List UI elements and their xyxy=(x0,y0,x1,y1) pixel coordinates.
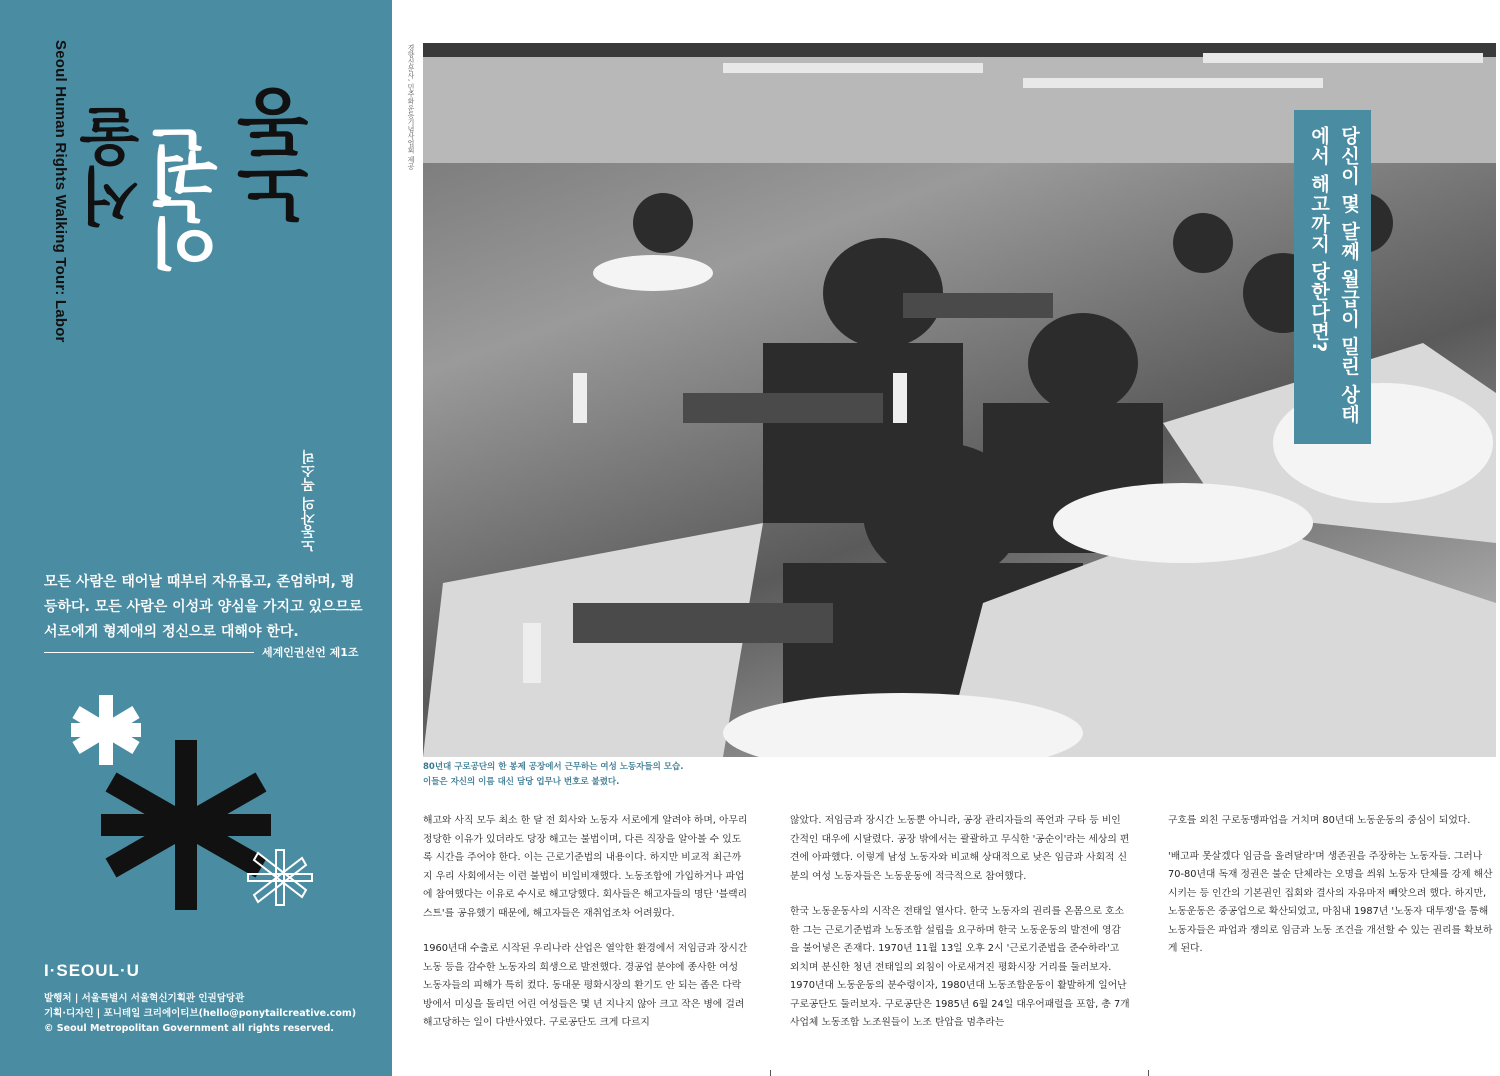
declaration-rule xyxy=(44,652,254,653)
title-line-1: 노동 xyxy=(236,92,322,232)
body-column-2 xyxy=(790,812,1130,1050)
crop-mark xyxy=(770,1070,771,1076)
credit-line: © Seoul Metropolitan Government all rights reserved. xyxy=(44,1023,335,1034)
title-line-3: 서울 xyxy=(78,110,151,228)
body-column-3 xyxy=(1168,812,1493,976)
title-line-2: 인권 xyxy=(146,132,232,272)
body-paragraph: 해고와 사직 모두 최소 한 달 전 회사와 노동자 서로에게 알려야 하며, 아무리 정당한 이유가 있더라도 당장 해고는 불법이며, 다른 직장을 알아볼 수 있도록 시간을 주어야 한다. 이는 근로기준법의 내용이다. 하지만 비교적 최근까지 우리 사회에서는 이런 불법이 비일비재했다. 노동조합에 가입하거나 파업에 참여했다는 이유로 수시로 해고당했다. 회사들은 해고자들의 명단 '블랙리스트'를 공유했기 때문에, 해고자들은 재취업조차 어려웠다. xyxy=(423,815,748,919)
caption-line: 이들은 자신의 이름 대신 담당 업무나 번호로 불렸다. xyxy=(423,777,620,787)
body-paragraph: 1960년대 수출로 시작된 우리나라 산업은 열악한 환경에서 저임금과 장시간 노동 등을 감수한 노동자의 희생으로 발전했다. 경공업 분야에 종사한 여성 노동자들의 피해가 특히 컸다. 동대문 평화시장의 환기도 안 되는 좁은 다락방에서 미싱을 돌리던 어린 여성들은 몇 년 지나지 않아 크고 작은 병에 걸려 해고당하는 일이 다반사였다. 구로공단도 크게 다르지 xyxy=(423,943,748,1028)
body-column-1 xyxy=(423,812,748,1050)
iseoulu-brand: I·SEOUL·U xyxy=(44,961,140,980)
asterisk-white-icon xyxy=(71,695,141,765)
cover-subtitle: 노동자의 목소리 xyxy=(301,450,317,553)
cover-panel xyxy=(0,0,392,1076)
body-paragraph: 한국 노동운동사의 시작은 전태일 열사다. 한국 노동자의 권리를 온몸으로 호소한 그는 근로기준법과 노동조합 설립을 요구하며 한국 노동운동의 발전에 영감을 불어넣은 존재다. 1970년 11월 13일 오후 2시 '근로기준법을 준수하라'고 외치며 분신한 청년 전태일의 외침이 아로새겨진 평화시장 거리를 둘러보자. 1970년대 노동운동의 분수령이자, 1980년대 노동조합운동이 활발하게 일어난 구로공단도 둘러보자. 구로공단은 1985년 6월 24일 대우어패럴을 포함, 총 7개 사업체 노동조합 노조원들이 노조 탄압을 멈추라는 xyxy=(790,906,1130,1028)
crop-mark xyxy=(1148,1070,1149,1076)
english-title: Seoul Human Rights Walking Tour: Labor xyxy=(52,40,69,343)
credit-line: 발행처 | 서울특별시 서울혁신기획관 인권담당관 xyxy=(44,993,245,1004)
photo-caption xyxy=(423,760,923,790)
caption-line: 80년대 구로공단의 한 봉제 공장에서 근무하는 여성 노동자들의 모습. xyxy=(423,762,684,772)
body-paragraph: 않았다. 저임금과 장시간 노동뿐 아니라, 공장 관리자들의 폭언과 구타 등 비인간적인 대우에 시달렸다. 공장 밖에서는 괄괄하고 무식한 '공순이'라는 세상의 편견에 아파했다. 이렇게 남성 노동자와 비교해 상대적으로 낮은 임금과 사회적 신분의 여성 노동자들은 노동운동에 적극적으로 참여했다. xyxy=(790,815,1130,882)
declaration-source: 세계인권선언 제1조 xyxy=(262,646,359,659)
photo-credit: 경향신문사, 민주화운동기념사업회 제공 xyxy=(407,44,415,170)
body-paragraph: '배고파 못살겠다 임금을 올려달라'며 생존권을 주장하는 노동자들. 그러나 70-80년대 독재 정권은 불순 단체라는 오명을 씌워 노동자 단체를 강제 해산시키는 등 인간의 기본권인 집회와 결사의 자유마저 빼앗으려 했다. 하지만, 노동운동은 중공업으로 확산되었고, 마침내 1987년 '노동자 대투쟁'을 통해 노동자들은 파업과 쟁의로 임금과 노동 조건을 개선할 수 있는 권리를 확보하게 된다. xyxy=(1168,850,1493,954)
publisher-credits xyxy=(44,991,356,1036)
declaration-quote: 모든 사람은 태어날 때부터 자유롭고, 존엄하며, 평등하다. 모든 사람은 이성과 양심을 가지고 있으므로 서로에게 형제애의 정신으로 대해야 한다. xyxy=(44,574,363,640)
callout-box xyxy=(1294,110,1371,444)
body-paragraph: 구호를 외친 구로동맹파업을 거치며 80년대 노동운동의 중심이 되었다. xyxy=(1168,815,1471,826)
asterisk-black-icon xyxy=(101,740,271,910)
asterisk-decoration xyxy=(66,690,346,950)
credit-line: 기획·디자인 | 포니테일 크리에이티브(hello@ponytailcreative.com) xyxy=(44,1008,357,1019)
callout-question: 당신이 몇 달째 월급이 밀린 상태에서 해고까지 당한다면? xyxy=(1308,126,1360,425)
